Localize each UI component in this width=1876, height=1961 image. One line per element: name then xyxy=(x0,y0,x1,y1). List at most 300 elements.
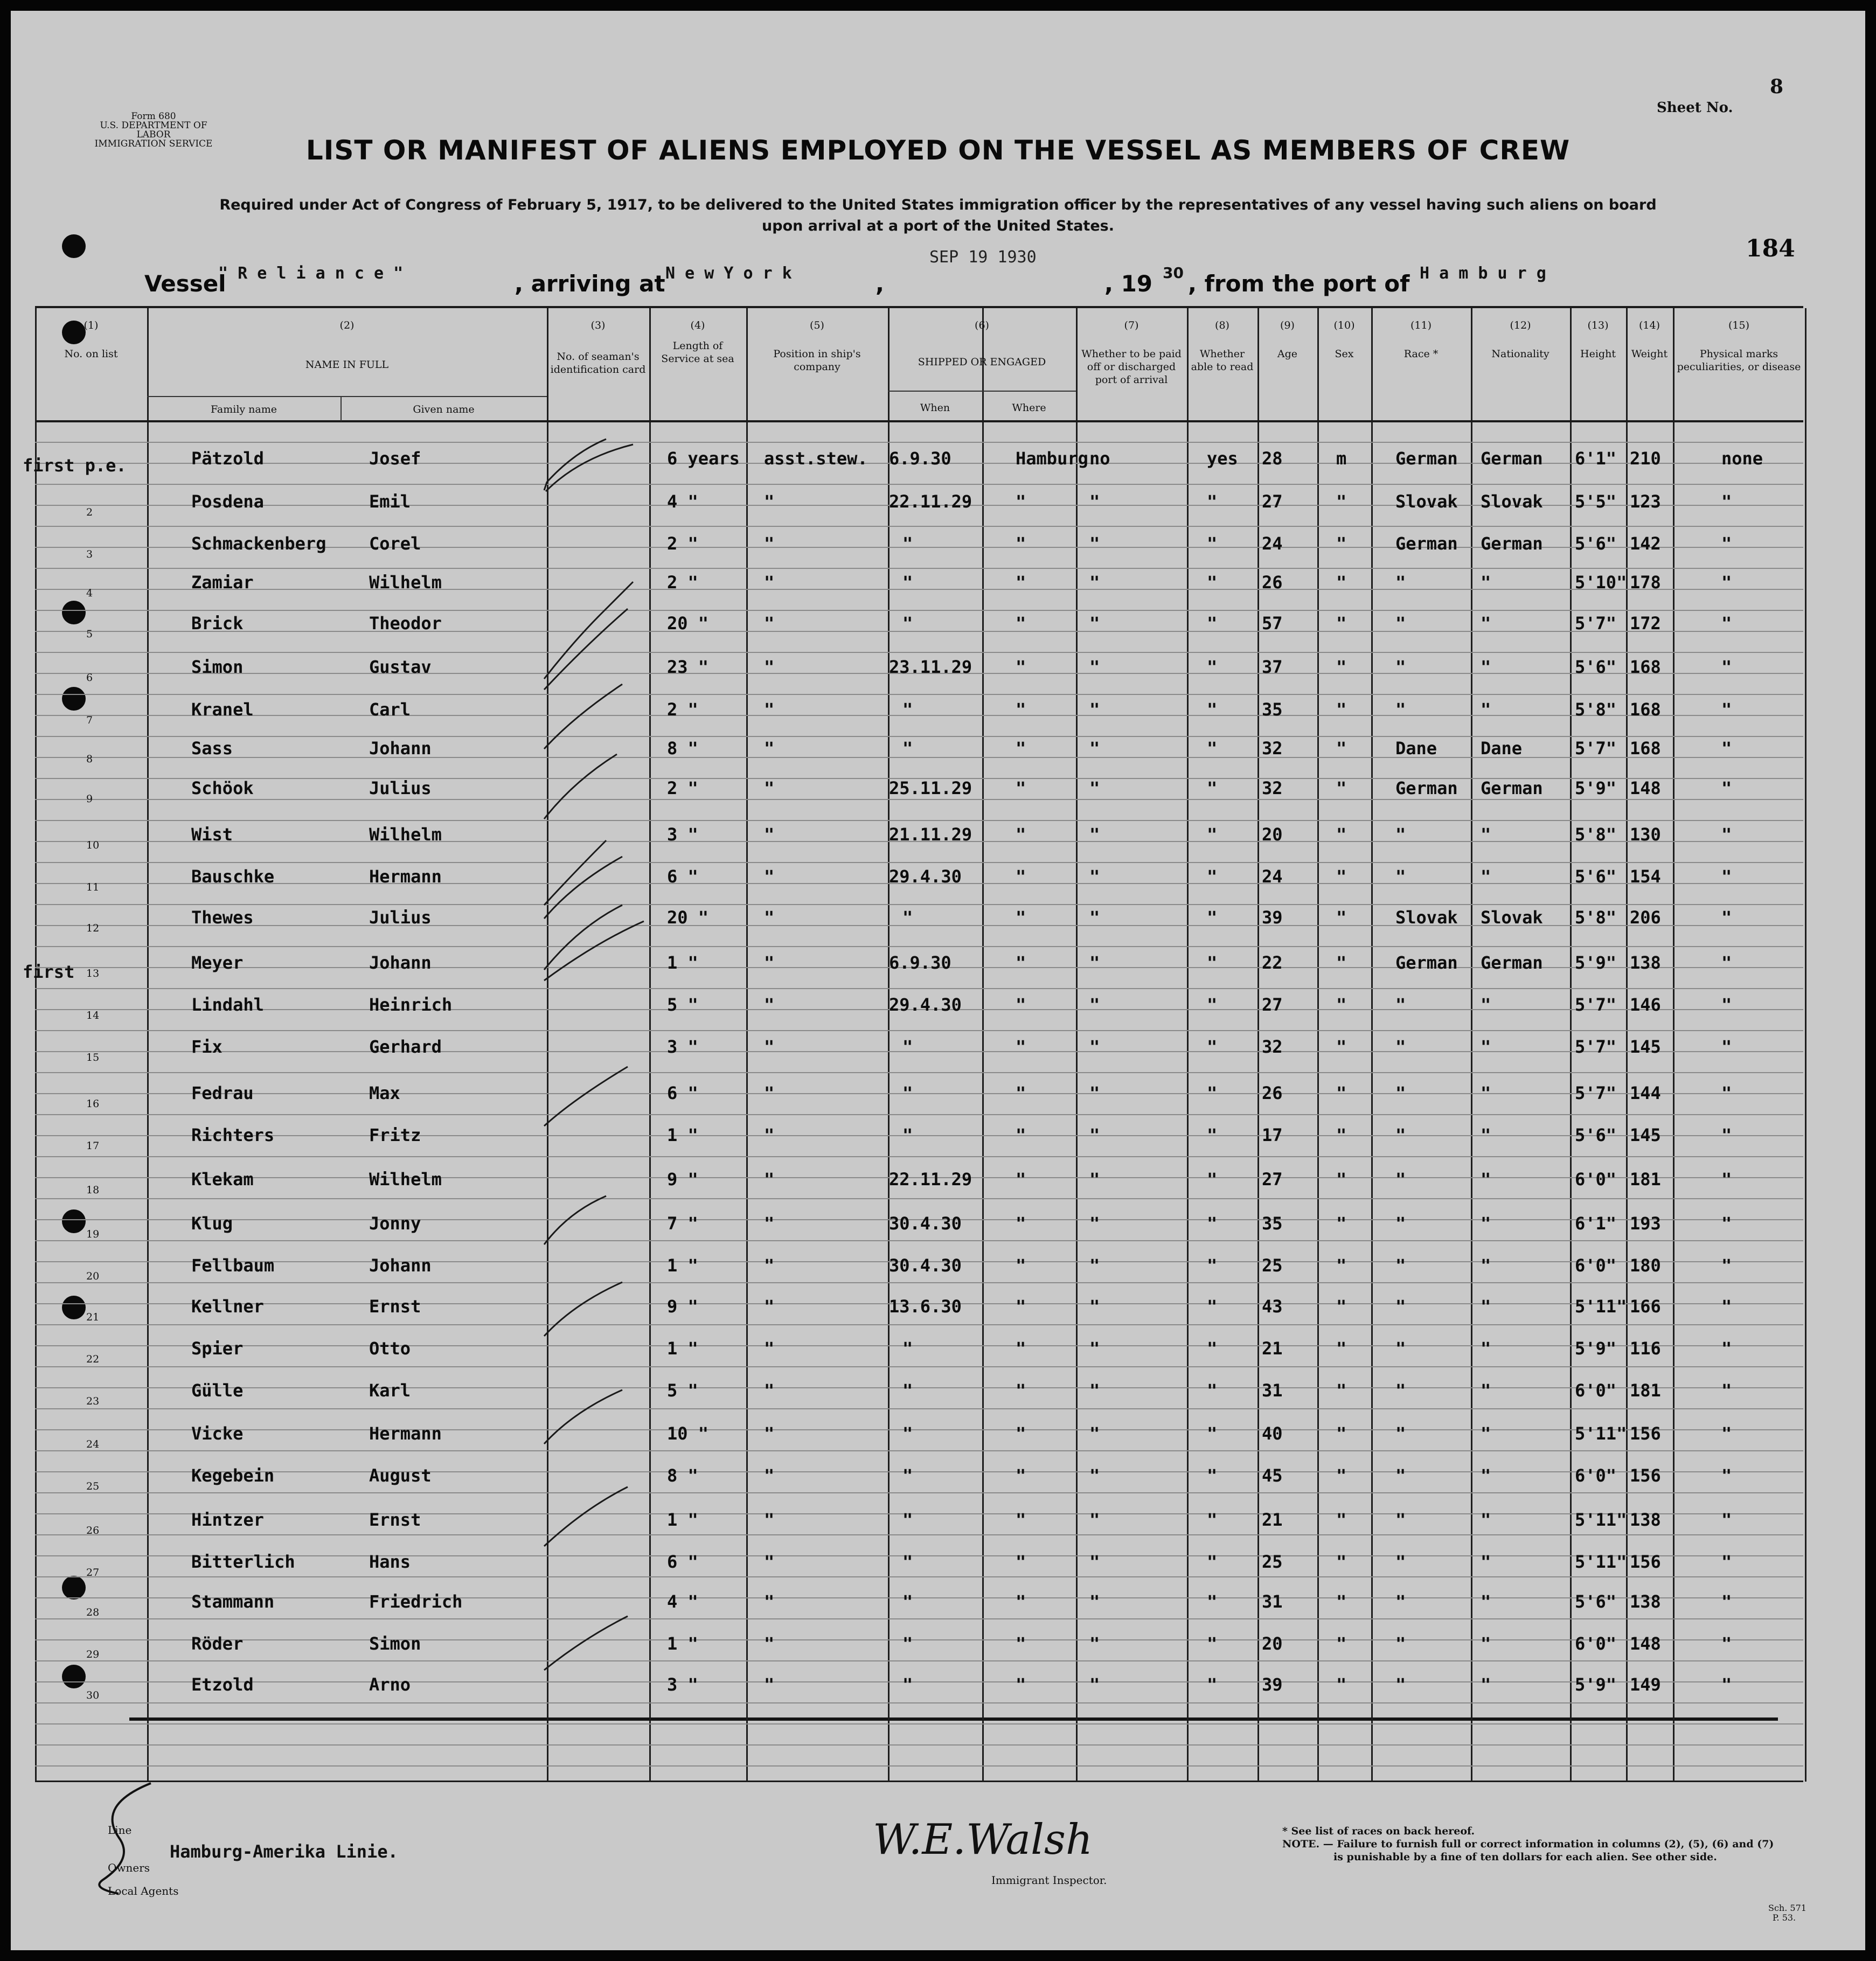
family-name: Klekam xyxy=(191,1169,254,1190)
row-rule xyxy=(35,1660,1803,1661)
row-number: 2 xyxy=(86,506,93,518)
engaged-when: 30.4.30 xyxy=(889,1213,962,1234)
column-number: (6) xyxy=(975,319,989,331)
given-name: Otto xyxy=(369,1338,411,1359)
physical-marks: " xyxy=(1721,738,1732,759)
paid-off: " xyxy=(1089,907,1100,928)
given-name: Max xyxy=(369,1083,400,1103)
race: " xyxy=(1395,1591,1406,1612)
row-rule xyxy=(35,1030,1803,1031)
ship-position: " xyxy=(764,533,775,554)
row-rule xyxy=(35,1156,1803,1157)
family-name: Zamiar xyxy=(191,572,254,593)
row-number: 13 xyxy=(86,968,100,979)
family-name: Bauschke xyxy=(191,866,275,887)
paid-off: " xyxy=(1089,699,1100,720)
engaged-where: " xyxy=(1016,778,1026,798)
sex: " xyxy=(1336,952,1347,973)
physical-marks: none xyxy=(1721,448,1763,469)
family-name: Kranel xyxy=(191,699,254,720)
given-name: Corel xyxy=(369,533,421,554)
physical-marks: " xyxy=(1721,952,1732,973)
column-sublabel: Given name xyxy=(413,404,475,415)
column-label: Weight xyxy=(1631,348,1668,360)
engaged-when: 29.4.30 xyxy=(889,866,962,887)
row-number: 7 xyxy=(86,714,93,726)
row-rule xyxy=(35,862,1803,863)
able-to-read: " xyxy=(1207,866,1218,887)
paid-off: " xyxy=(1089,572,1100,593)
height: 5'11" xyxy=(1575,1552,1627,1572)
given-name: Gustav xyxy=(369,657,432,677)
service-length: 4 " xyxy=(667,1591,698,1612)
family-name: Kellner xyxy=(191,1296,264,1317)
weight: 181 xyxy=(1630,1380,1661,1401)
column-number: (11) xyxy=(1410,319,1432,331)
height: 5'9" xyxy=(1575,1338,1617,1359)
row-rule xyxy=(35,1408,1803,1409)
paid-off: " xyxy=(1089,491,1100,512)
age: 57 xyxy=(1262,613,1283,634)
row-rule xyxy=(35,1471,1803,1472)
able-to-read: " xyxy=(1207,995,1218,1015)
paid-off: " xyxy=(1089,1213,1100,1234)
height: 5'11" xyxy=(1575,1423,1627,1444)
engaged-when: " xyxy=(902,572,913,593)
family-name: Simon xyxy=(191,657,244,677)
engaged-when: " xyxy=(902,1338,913,1359)
sex: " xyxy=(1336,1169,1347,1190)
row-rule xyxy=(35,1135,1803,1136)
nationality: Dane xyxy=(1481,738,1523,759)
table-bottom-border xyxy=(35,1781,1803,1782)
column-label: Position in ship's company xyxy=(773,348,861,373)
service-length: 3 " xyxy=(667,1037,698,1057)
sex: " xyxy=(1336,533,1347,554)
engaged-when: 22.11.29 xyxy=(889,491,972,512)
column-label: Race * xyxy=(1403,348,1439,360)
able-to-read: " xyxy=(1207,778,1218,798)
column-number: (10) xyxy=(1333,319,1355,331)
engaged-where: " xyxy=(1016,995,1026,1015)
paid-off: " xyxy=(1089,1552,1100,1572)
age: 27 xyxy=(1262,491,1283,512)
engaged-when: " xyxy=(902,1633,913,1654)
engaged-where: " xyxy=(1016,1423,1026,1444)
height: 5'6" xyxy=(1575,657,1617,677)
nationality: " xyxy=(1481,657,1491,677)
age: 21 xyxy=(1262,1338,1283,1359)
height: 6'1" xyxy=(1575,1213,1617,1234)
column-label: No. on list xyxy=(64,348,118,360)
able-to-read: " xyxy=(1207,824,1218,845)
race: " xyxy=(1395,1083,1406,1103)
engaged-when: 29.4.30 xyxy=(889,995,962,1015)
sex: " xyxy=(1336,1465,1347,1486)
able-to-read: " xyxy=(1207,738,1218,759)
service-length: 2 " xyxy=(667,533,698,554)
race: " xyxy=(1395,1674,1406,1695)
row-number: 26 xyxy=(86,1525,100,1536)
race: " xyxy=(1395,572,1406,593)
race: German xyxy=(1395,533,1458,554)
paid-off: " xyxy=(1089,613,1100,634)
paid-off: " xyxy=(1089,778,1100,798)
nationality: " xyxy=(1481,1125,1491,1145)
engaged-where: " xyxy=(1016,1037,1026,1057)
nationality: " xyxy=(1481,1465,1491,1486)
family-name: Bitterlich xyxy=(191,1552,295,1572)
nationality: " xyxy=(1481,995,1491,1015)
given-name: Johann xyxy=(369,1255,432,1276)
row-number: 21 xyxy=(86,1311,100,1323)
able-to-read: " xyxy=(1207,1255,1218,1276)
subtitle-line-2: upon arrival at a port of the United States. xyxy=(762,218,1114,234)
engaged-when: " xyxy=(902,1380,913,1401)
ship-position: " xyxy=(764,1591,775,1612)
given-name: Karl xyxy=(369,1380,411,1401)
paid-off: " xyxy=(1089,1338,1100,1359)
height: 5'10" xyxy=(1575,572,1627,593)
row-rule xyxy=(35,568,1803,569)
height: 6'0" xyxy=(1575,1380,1617,1401)
sex: " xyxy=(1336,1674,1347,1695)
age: 32 xyxy=(1262,738,1283,759)
sex: " xyxy=(1336,1552,1347,1572)
paid-off: " xyxy=(1089,1125,1100,1145)
given-name: Friedrich xyxy=(369,1591,463,1612)
column-number: (14) xyxy=(1638,319,1660,331)
nationality: German xyxy=(1481,778,1543,798)
height: 5'11" xyxy=(1575,1296,1627,1317)
family-name: Posdena xyxy=(191,491,264,512)
row-number: 11 xyxy=(86,881,100,893)
nationality: " xyxy=(1481,1213,1491,1234)
paid-off: " xyxy=(1089,738,1100,759)
age: 35 xyxy=(1262,1213,1283,1234)
column-label: Age xyxy=(1277,348,1298,360)
race: " xyxy=(1395,824,1406,845)
given-name: Heinrich xyxy=(369,995,453,1015)
able-to-read: " xyxy=(1207,1125,1218,1145)
row-number: 28 xyxy=(86,1607,100,1618)
ship-position: " xyxy=(764,1125,775,1145)
ship-position: " xyxy=(764,1510,775,1530)
ship-position: " xyxy=(764,1037,775,1057)
engaged-when: 30.4.30 xyxy=(889,1255,962,1276)
age: 24 xyxy=(1262,866,1283,887)
weight: 142 xyxy=(1630,533,1661,554)
ship-position: " xyxy=(764,1423,775,1444)
age: 32 xyxy=(1262,1037,1283,1057)
physical-marks: " xyxy=(1721,613,1732,634)
ship-position: " xyxy=(764,866,775,887)
row-rule xyxy=(35,1597,1803,1598)
able-to-read: " xyxy=(1207,1552,1218,1572)
able-to-read: " xyxy=(1207,491,1218,512)
age: 25 xyxy=(1262,1552,1283,1572)
age: 20 xyxy=(1262,824,1283,845)
sex: " xyxy=(1336,1338,1347,1359)
race: " xyxy=(1395,1552,1406,1572)
sex: " xyxy=(1336,699,1347,720)
given-name: Wilhelm xyxy=(369,572,442,593)
physical-marks: " xyxy=(1721,1338,1732,1359)
row-rule xyxy=(35,652,1803,653)
physical-marks: " xyxy=(1721,1674,1732,1695)
sex: " xyxy=(1336,1380,1347,1401)
row-rule xyxy=(35,1639,1803,1640)
service-length: 2 " xyxy=(667,572,698,593)
given-name: Carl xyxy=(369,699,411,720)
sex: " xyxy=(1336,1423,1347,1444)
weight: 168 xyxy=(1630,699,1661,720)
engaged-where: " xyxy=(1016,1552,1026,1572)
row-number: 10 xyxy=(86,839,100,851)
weight: 181 xyxy=(1630,1169,1661,1190)
weight: 154 xyxy=(1630,866,1661,887)
note-line-2: is punishable by a fine of ten dollars for each alien. See other side. xyxy=(1333,1851,1717,1863)
column-label: Length of Service at sea xyxy=(661,340,734,365)
service-length: 6 " xyxy=(667,866,698,887)
column-sublabel: When xyxy=(920,402,950,414)
height: 6'1" xyxy=(1575,448,1617,469)
nationality: " xyxy=(1481,1591,1491,1612)
row-rule xyxy=(35,1702,1803,1703)
owners-label: Owners xyxy=(108,1861,150,1874)
ship-position: asst.stew. xyxy=(764,448,868,469)
height: 6'0" xyxy=(1575,1633,1617,1654)
age: 20 xyxy=(1262,1633,1283,1654)
physical-marks: " xyxy=(1721,657,1732,677)
ship-position: " xyxy=(764,1633,775,1654)
ship-position: " xyxy=(764,1465,775,1486)
race: " xyxy=(1395,1037,1406,1057)
ship-position: " xyxy=(764,1296,775,1317)
arriving-port: N e w Y o r k xyxy=(665,264,792,283)
paid-off: " xyxy=(1089,1296,1100,1317)
row-number: 4 xyxy=(86,587,93,599)
physical-marks: " xyxy=(1721,1083,1732,1103)
able-to-read: " xyxy=(1207,657,1218,677)
column-number: (3) xyxy=(590,319,606,331)
column-divider xyxy=(1673,308,1674,1782)
column-divider xyxy=(1805,308,1806,1782)
page-title: LIST OR MANIFEST OF ALIENS EMPLOYED ON THE VESSEL AS MEMBERS OF CREW xyxy=(305,135,1571,166)
ship-position: " xyxy=(764,824,775,845)
physical-marks: " xyxy=(1721,1552,1732,1572)
sex: m xyxy=(1336,448,1347,469)
nationality: " xyxy=(1481,1338,1491,1359)
engaged-where: " xyxy=(1016,699,1026,720)
row-rule xyxy=(35,484,1803,485)
age: 21 xyxy=(1262,1510,1283,1530)
physical-marks: " xyxy=(1721,533,1732,554)
race: " xyxy=(1395,1633,1406,1654)
service-length: 1 " xyxy=(667,952,698,973)
height: 5'7" xyxy=(1575,995,1617,1015)
row-rule xyxy=(35,988,1803,989)
sex: " xyxy=(1336,866,1347,887)
weight: 206 xyxy=(1630,907,1661,928)
physical-marks: " xyxy=(1721,1510,1732,1530)
ship-position: " xyxy=(764,1213,775,1234)
row-rule xyxy=(35,715,1803,716)
race: " xyxy=(1395,1213,1406,1234)
service-length: 23 " xyxy=(667,657,709,677)
engaged-when: " xyxy=(902,1674,913,1695)
physical-marks: " xyxy=(1721,866,1732,887)
physical-marks: " xyxy=(1721,699,1732,720)
row-rule xyxy=(35,1114,1803,1115)
able-to-read: yes xyxy=(1207,448,1238,469)
paid-off: " xyxy=(1089,866,1100,887)
column-label: Whether able to read xyxy=(1191,348,1254,373)
race: " xyxy=(1395,1380,1406,1401)
given-name: Julius xyxy=(369,778,432,798)
date-stamp: SEP 19 1930 xyxy=(929,248,1037,267)
service-label: IMMIGRATION SERVICE xyxy=(94,138,213,149)
service-length: 1 " xyxy=(667,1255,698,1276)
engaged-when: " xyxy=(902,738,913,759)
nationality: " xyxy=(1481,1552,1491,1572)
ship-position: " xyxy=(764,1338,775,1359)
engaged-when: " xyxy=(902,1552,913,1572)
paid-off: " xyxy=(1089,1169,1100,1190)
family-name: Stammann xyxy=(191,1591,275,1612)
age: 26 xyxy=(1262,572,1283,593)
engaged-when: 23.11.29 xyxy=(889,657,972,677)
engaged-when: 21.11.29 xyxy=(889,824,972,845)
sex: " xyxy=(1336,1213,1347,1234)
id-card-checkmarks xyxy=(541,431,649,1713)
age: 31 xyxy=(1262,1380,1283,1401)
company-name: Hamburg-Amerika Linie. xyxy=(170,1841,398,1862)
row-number: 23 xyxy=(86,1395,100,1407)
row-rule xyxy=(35,1198,1803,1199)
engaged-where: " xyxy=(1016,952,1026,973)
family-name: Thewes xyxy=(191,907,254,928)
table-top-border xyxy=(35,306,1803,308)
race: " xyxy=(1395,1510,1406,1530)
weight: 130 xyxy=(1630,824,1661,845)
height: 5'9" xyxy=(1575,952,1617,973)
physical-marks: " xyxy=(1721,995,1732,1015)
engaged-when: " xyxy=(902,1037,913,1057)
engaged-when: " xyxy=(902,1423,913,1444)
height: 5'6" xyxy=(1575,1591,1617,1612)
row-rule xyxy=(35,1387,1803,1388)
age: 25 xyxy=(1262,1255,1283,1276)
column-sublabel: Family name xyxy=(211,404,277,415)
able-to-read: " xyxy=(1207,533,1218,554)
engaged-where: " xyxy=(1016,824,1026,845)
from-port-label: , from the port of xyxy=(1188,270,1410,297)
service-length: 6 years xyxy=(667,448,740,469)
race: " xyxy=(1395,699,1406,720)
nationality: " xyxy=(1481,866,1491,887)
able-to-read: " xyxy=(1207,1338,1218,1359)
manifest-sheet xyxy=(11,11,1865,1950)
service-length: 7 " xyxy=(667,1213,698,1234)
row-rule xyxy=(35,1282,1803,1283)
age: 24 xyxy=(1262,533,1283,554)
engaged-where: " xyxy=(1016,866,1026,887)
row-rule xyxy=(35,1618,1803,1619)
physical-marks: " xyxy=(1721,907,1732,928)
nationality: " xyxy=(1481,1380,1491,1401)
service-length: 9 " xyxy=(667,1296,698,1317)
paid-off: " xyxy=(1089,1083,1100,1103)
column-number: (12) xyxy=(1510,319,1531,331)
engaged-where: " xyxy=(1016,1591,1026,1612)
service-length: 9 " xyxy=(667,1169,698,1190)
ship-position: " xyxy=(764,1380,775,1401)
column-label: Physical marks peculiarities, or disease xyxy=(1677,348,1801,373)
physical-marks: " xyxy=(1721,1213,1732,1234)
nationality: " xyxy=(1481,1423,1491,1444)
physical-marks: " xyxy=(1721,1423,1732,1444)
sex: " xyxy=(1336,572,1347,593)
able-to-read: " xyxy=(1207,1213,1218,1234)
family-name: Kegebein xyxy=(191,1465,275,1486)
physical-marks: " xyxy=(1721,572,1732,593)
nationality: " xyxy=(1481,1674,1491,1695)
nationality: " xyxy=(1481,1255,1491,1276)
row-rule xyxy=(35,1513,1803,1514)
engaged-when: 6.9.30 xyxy=(889,448,951,469)
ship-position: " xyxy=(764,613,775,634)
service-length: 8 " xyxy=(667,738,698,759)
engaged-when: " xyxy=(902,1125,913,1145)
row-number: 19 xyxy=(86,1228,100,1240)
engaged-where: " xyxy=(1016,1633,1026,1654)
row-rule xyxy=(35,1345,1803,1346)
family-name: Schmackenberg xyxy=(191,533,326,554)
given-name: Fritz xyxy=(369,1125,421,1145)
row-rule xyxy=(35,610,1803,611)
able-to-read: " xyxy=(1207,572,1218,593)
service-length: 6 " xyxy=(667,1083,698,1103)
physical-marks: " xyxy=(1721,1296,1732,1317)
given-name: Josef xyxy=(369,448,421,469)
nationality: " xyxy=(1481,572,1491,593)
given-name: Ernst xyxy=(369,1296,421,1317)
column-divider xyxy=(746,308,748,1782)
physical-marks: " xyxy=(1721,1125,1732,1145)
row-rule xyxy=(35,1744,1803,1746)
height: 5'7" xyxy=(1575,1083,1617,1103)
engaged-when: 6.9.30 xyxy=(889,952,951,973)
engaged-where: " xyxy=(1016,907,1026,928)
engaged-where: " xyxy=(1016,1465,1026,1486)
age: 32 xyxy=(1262,778,1283,798)
ship-position: " xyxy=(764,952,775,973)
row-number: 17 xyxy=(86,1140,100,1152)
given-name: Julius xyxy=(369,907,432,928)
able-to-read: " xyxy=(1207,613,1218,634)
service-length: 1 " xyxy=(667,1510,698,1530)
shipped-subcolumn-divider xyxy=(982,391,983,1781)
race: " xyxy=(1395,1338,1406,1359)
weight: 146 xyxy=(1630,995,1661,1015)
engaged-when: 25.11.29 xyxy=(889,778,972,798)
physical-marks: " xyxy=(1721,1380,1732,1401)
weight: 168 xyxy=(1630,738,1661,759)
row-rule xyxy=(35,1093,1803,1094)
family-name: Pätzold xyxy=(191,448,264,469)
age: 27 xyxy=(1262,1169,1283,1190)
